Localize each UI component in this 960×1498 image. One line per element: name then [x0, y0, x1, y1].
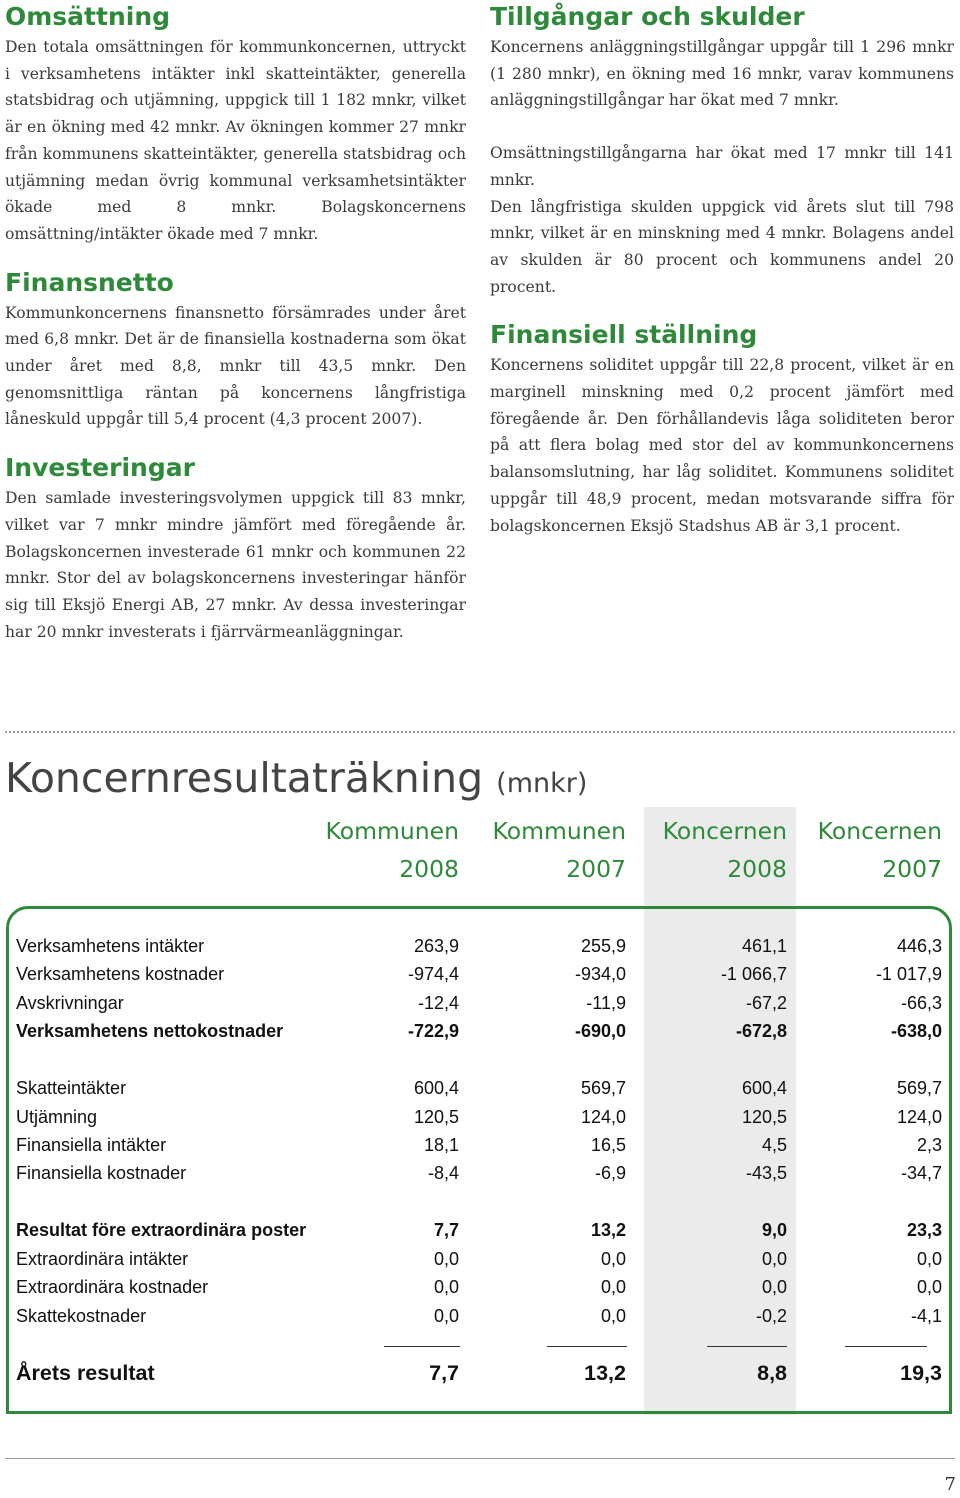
cell-value: 7,7: [433, 1220, 459, 1240]
row-label: Verksamhetens intäkter: [16, 936, 205, 956]
column-header-3: [617, 812, 787, 888]
column-header-2: [456, 812, 626, 888]
table-row: [16, 932, 956, 960]
cell-value: 600,4: [413, 1078, 459, 1098]
cell-value: -11,9: [586, 993, 626, 1013]
cell-value: -690,0: [574, 1021, 626, 1041]
column-header-year: 2008: [727, 855, 787, 883]
cell-value: 7,7: [429, 1361, 459, 1385]
table-row: [16, 960, 956, 988]
cell-value: -638,0: [890, 1021, 942, 1041]
cell-value: 0,0: [600, 1277, 626, 1297]
row-label: Finansiella kostnader: [16, 1163, 187, 1183]
left-column: [5, 0, 466, 645]
cell-value: 124,0: [896, 1107, 942, 1127]
cell-value: 9,0: [761, 1220, 787, 1240]
cell-value: 0,0: [433, 1306, 459, 1326]
dotted-divider: [5, 731, 955, 733]
table-row: [16, 1017, 956, 1045]
row-label: Utjämning: [16, 1107, 98, 1127]
cell-value: -34,7: [900, 1163, 942, 1183]
cell-value: -43,5: [745, 1163, 787, 1183]
row-label: Resultat före extraordinära poster: [16, 1220, 307, 1240]
cell-value: 569,7: [580, 1078, 626, 1098]
cell-value: 255,9: [580, 936, 626, 956]
cell-value: 2,3: [916, 1135, 942, 1155]
page-number: 7: [944, 1474, 956, 1495]
row-label: Avskrivningar: [16, 993, 124, 1013]
cell-value: -66,3: [900, 993, 942, 1013]
row-label: Verksamhetens kostnader: [16, 964, 225, 984]
table-row: [16, 1245, 956, 1273]
cell-value: 569,7: [896, 1078, 942, 1098]
section-body-finansiell-stallning: Koncernens soliditet uppgår till 22,8 procent, vilket är en marginell minskning med 0,2 procent jämfört med föregående år. Den förhållandevis låga soliditeten beror på att flera bolag med stor del av kommunkoncernens balansomslutning, har låg soliditet. Kommunens soliditet uppgår till 48,9 procent, medan motsvarande siffra för bolagskoncernen Eksjö Stadshus AB är 3,1 procent.: [490, 356, 954, 535]
cell-value: -974,4: [407, 964, 459, 984]
section-title-omsattning: Omsättning: [5, 2, 171, 31]
cell-value: 0,0: [433, 1249, 459, 1269]
column-header-name: Kommunen: [492, 817, 626, 845]
row-label: Skatteintäkter: [16, 1078, 127, 1098]
cell-value: -672,8: [735, 1021, 787, 1041]
cell-value: 4,5: [761, 1135, 787, 1155]
cell-value: 0,0: [916, 1277, 942, 1297]
cell-value: 600,4: [741, 1078, 787, 1098]
cell-value: 0,0: [761, 1249, 787, 1269]
column-header-name: Koncernen: [817, 817, 942, 845]
cell-value: 0,0: [600, 1306, 626, 1326]
section-body-tillgangar-1: Koncernens anläggningstillgångar uppgår till 1 296 mnkr (1 280 mnkr), en ökning med 16 mnkr, varav kommunens anläggningstillgångar har ökat med 7 mnkr.: [490, 38, 954, 110]
column-header-year: 2007: [882, 855, 942, 883]
total-separator-3: [707, 1346, 787, 1347]
section-title-tillgangar: Tillgångar och skulder: [490, 2, 805, 31]
cell-value: 446,3: [896, 936, 942, 956]
column-header-year: 2007: [566, 855, 626, 883]
cell-value: 263,9: [413, 936, 459, 956]
column-header-4: [772, 812, 942, 888]
footer-line: [5, 1458, 955, 1459]
table-row: [16, 1216, 956, 1244]
cell-value: 124,0: [580, 1107, 626, 1127]
cell-value: -4,1: [910, 1306, 942, 1326]
cell-value: 18,1: [423, 1135, 459, 1155]
section-body-investeringar: Den samlade investeringsvolymen uppgick till 83 mnkr, vilket var 7 mnkr mindre jämfört med föregående år. Bolagskoncernen investerade 61 mnkr och kommunen 22 mnkr. Stor del av bolagskoncernens investeringar hänför sig till Eksjö Energi AB, 27 mnkr. Av dessa investeringar har 20 mnkr investerats i fjärrvärmeanläggningar.: [5, 489, 466, 641]
section-body-finansnetto: Kommunkoncernens finansnetto försämrades under året med 6,8 mnkr. Det är de finansiella kostnaderna som ökat under året med 8,8, mnkr till 43,5 mnkr. Den genomsnittliga räntan på koncernens långfristiga låneskuld uppgår till 5,4 procent (4,3 procent 2007).: [5, 303, 466, 429]
cell-value: 120,5: [741, 1107, 787, 1127]
cell-value: 461,1: [741, 936, 787, 956]
row-label: Skattekostnader: [16, 1306, 147, 1326]
table-row: [16, 1159, 956, 1187]
cell-value: 13,2: [584, 1361, 626, 1385]
cell-value: -722,9: [407, 1021, 459, 1041]
total-separator-4: [845, 1346, 927, 1347]
table-row: [16, 1131, 956, 1159]
row-label: Extraordinära kostnader: [16, 1277, 209, 1297]
table-title-text: Koncernresultaträkning: [5, 754, 484, 802]
cell-value: 23,3: [906, 1220, 942, 1240]
cell-value: 0,0: [916, 1249, 942, 1269]
section-body-omsattning: Den totala omsättningen för kommunkoncernen, uttryckt i verksamhetens intäkter inkl skatteintäkter, generella statsbidrag och utjämning, uppgick till 1 182 mnkr, vilket är en ökning med 42 mnkr. Av ökningen kommer 27 mnkr från kommunens skatteintäkter, generella statsbidrag och utjämning medan övrig kommunal verksamhetsintäkter ökade med 8 mnkr. Bolagskoncernens omsättning/intäkter ökade med 7 mnkr.: [5, 38, 466, 243]
table-row: [16, 1273, 956, 1301]
cell-value: -0,2: [755, 1306, 787, 1326]
cell-value: -67,2: [745, 993, 787, 1013]
section-title-finansiell-stallning: Finansiell ställning: [490, 320, 758, 350]
section-body-tillgangar-3: Den långfristiga skulden uppgick vid årets slut till 798 mnkr, vilket är en minskning med 4 mnkr. Bolagens andel av skulden är 80 procent och kommunens andel 20 procent.: [490, 197, 954, 296]
right-column: [490, 0, 954, 539]
cell-value: -934,0: [574, 964, 626, 984]
total-separator-1: [384, 1346, 460, 1347]
cell-value: 19,3: [900, 1361, 942, 1385]
cell-value: 8,8: [757, 1361, 787, 1385]
cell-value: -6,9: [594, 1163, 626, 1183]
cell-value: 0,0: [761, 1277, 787, 1297]
cell-value: -1 017,9: [875, 964, 942, 984]
table-row: [16, 989, 956, 1017]
table-row: [16, 1302, 956, 1330]
cell-value: 120,5: [413, 1107, 459, 1127]
table-row: [16, 1103, 956, 1131]
row-label: Extraordinära intäkter: [16, 1249, 189, 1269]
section-body-tillgangar-2: Omsättningstillgångarna har ökat med 17 mnkr till 141 mnkr.: [490, 144, 954, 189]
cell-value: -8,4: [427, 1163, 459, 1183]
cell-value: 13,2: [590, 1220, 626, 1240]
table-row: [16, 1074, 956, 1102]
row-label: Finansiella intäkter: [16, 1135, 167, 1155]
cell-value: 0,0: [600, 1249, 626, 1269]
table-title: [5, 752, 587, 810]
row-label: Årets resultat: [16, 1361, 155, 1385]
cell-value: -1 066,7: [720, 964, 787, 984]
table-row: [16, 1356, 956, 1390]
cell-value: 16,5: [590, 1135, 626, 1155]
column-header-name: Kommunen: [325, 817, 459, 845]
column-header-year: 2008: [399, 855, 459, 883]
cell-value: -12,4: [417, 993, 459, 1013]
cell-value: 0,0: [433, 1277, 459, 1297]
total-separator-2: [547, 1346, 627, 1347]
table-unit: (mnkr): [496, 768, 588, 799]
column-header-1: [289, 812, 459, 888]
row-label: Verksamhetens nettokostnader: [16, 1021, 284, 1041]
section-title-finansnetto: Finansnetto: [5, 267, 174, 297]
column-header-name: Koncernen: [662, 817, 787, 845]
section-title-investeringar: Investeringar: [5, 453, 195, 483]
